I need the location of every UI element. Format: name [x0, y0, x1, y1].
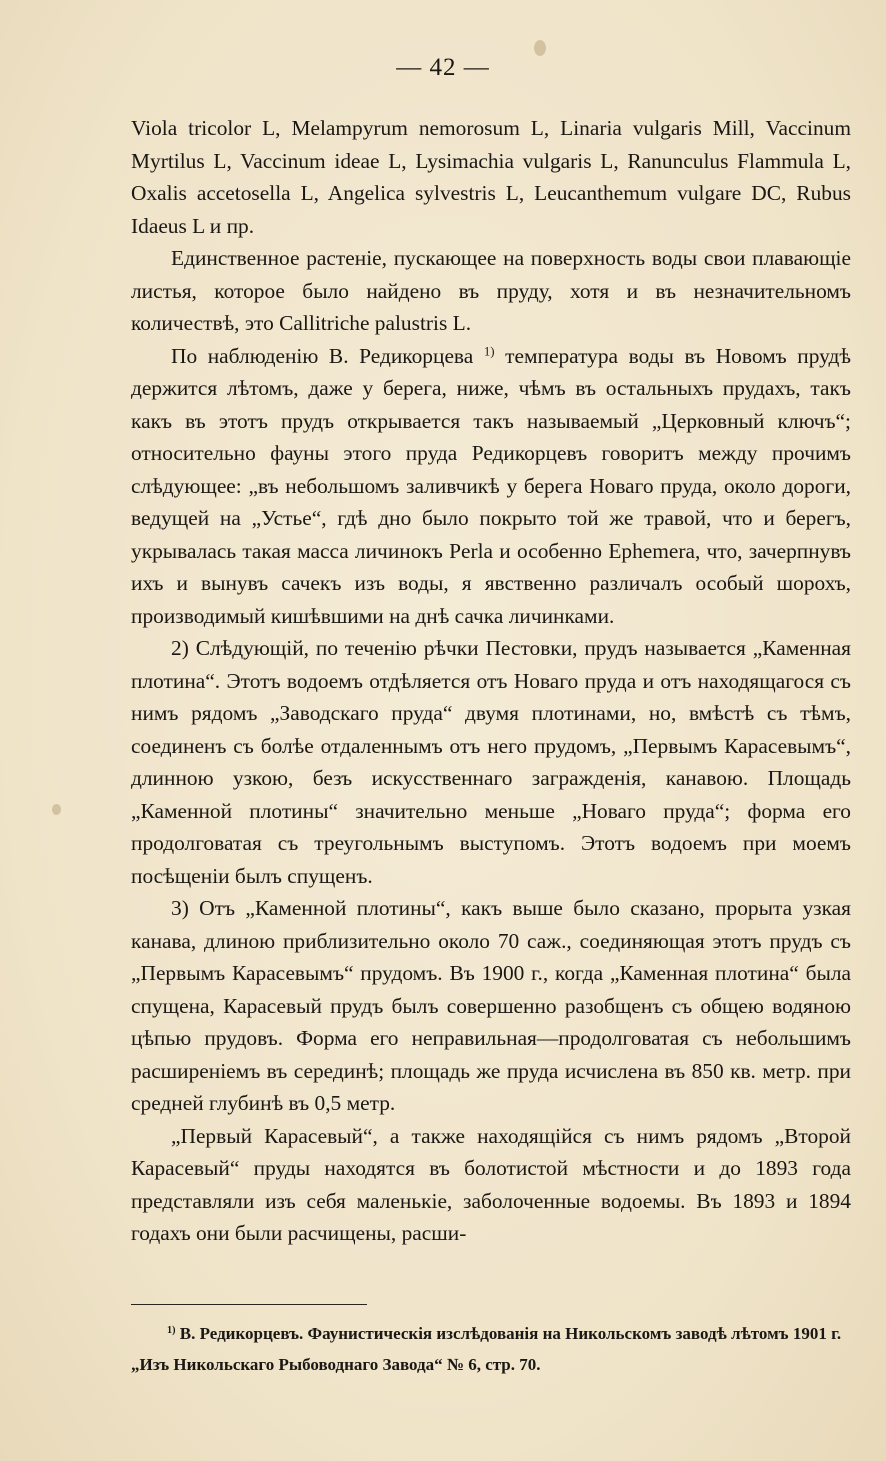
paragraph-text: По наблюденію В. Редикорцева [171, 343, 484, 368]
paragraph: Единственное растеніе, пускающее на поверхность воды свои плавающіе листья, которое было найдено въ пруду, хотя и въ незначительномъ количествѣ, это Callitriche palustris L. [131, 246, 851, 335]
footnote-reference[interactable]: 1) [483, 343, 495, 358]
paragraph: 2) Слѣдующій, по теченію рѣчки Пестовки, прудъ называется „Каменная плотина“. Этотъ водоемъ отдѣляется отъ Новаго пруда и отъ находящагося съ нимъ рядомъ „Заводскаго пруда“ двумя плотинами, но, вмѣстѣ съ тѣмъ, соединенъ съ болѣе отдаленнымъ отъ него прудомъ, „Первымъ Карасевымъ“, длинною узкою, безъ искусственнаго загражденія, канавою. Площадь „Каменной плотины“ значительно меньше „Новаго пруда“; форма его продолговатая съ треугольнымъ выступомъ. Этотъ водоемъ при моемъ посѣщеніи былъ спущенъ. [131, 636, 851, 888]
page-number: — 42 — [396, 54, 490, 81]
paragraph: „Первый Карасевый“, а также находящійся съ нимъ рядомъ „Второй Карасевый“ пруды находятся въ болотистой мѣстности и до 1893 года представляли изъ себя маленькіе, заболоченные водоемы. Въ 1893 и 1894 годахъ они были расчищены, расши- [131, 1123, 851, 1245]
paper-stain [52, 804, 61, 815]
paragraph: Viola tricolor L, Melampyrum nemorosum L, Linaria vulgaris Mill, Vaccinum Myrtilus L, Vaccinum ideae L, Lysimachia vulgaris L, Ranunculus Flammula L, Oxalis accetosella L, Angelica sylvestris L, Leucanthemum vulgare DC, Rubus Idaeus L и пр. [131, 116, 851, 238]
paragraph: 3) Отъ „Каменной плотины“, какъ выше было сказано, прорыта узкая канава, длиною приблизительно около 70 саж., соединяющая этотъ прудъ съ „Первымъ Карасевымъ“ прудомъ. Въ 1900 г., когда „Каменная плотина“ была спущена, Карасевый прудъ былъ совершенно разобщенъ съ общею водяною цѣпью прудовъ. Форма его неправильная—продолговатая съ небольшимъ расширеніемъ въ серединѣ; площадь же пруда исчислена въ 850 кв. метр. при средней глубинѣ въ 0,5 метр. [131, 896, 851, 1115]
footnote [131, 1318, 851, 1380]
paragraph-text: температура воды въ Новомъ прудѣ держится лѣтомъ, даже у берега, ниже, чѣмъ въ остальныхъ прудахъ, такъ какъ въ этотъ прудъ открывается такъ называемый „Церковный ключъ“; относительно фауны этого пруда Редикорцевъ говоритъ между прочимъ слѣдующее: „въ небольшомъ заливчикѣ у берега Новаго пруда, около дороги, ведущей на „Устье“, гдѣ дно было покрыто той же травой, что и берегъ, укрывалась такая масса личинокъ Perla и особенно Ephemera, что, зачерпнувъ ихъ и вынувъ сачекъ изъ воды, я явственно различалъ особый шорохъ, производимый кишѣвшими на днѣ сачка личинками. [131, 343, 851, 628]
paragraph [131, 340, 851, 633]
footnote-divider [131, 1304, 367, 1305]
body-text [131, 112, 851, 1250]
footnote-marker: 1) [167, 1324, 176, 1336]
footnote-text: В. Редикорцевъ. Фаунистическія изслѣдованія на Никольскомъ заводѣ лѣтомъ 1901 г. „Изъ Никольскаго Рыбоводнаго Завода“ № 6, стр. 70. [131, 1324, 842, 1374]
